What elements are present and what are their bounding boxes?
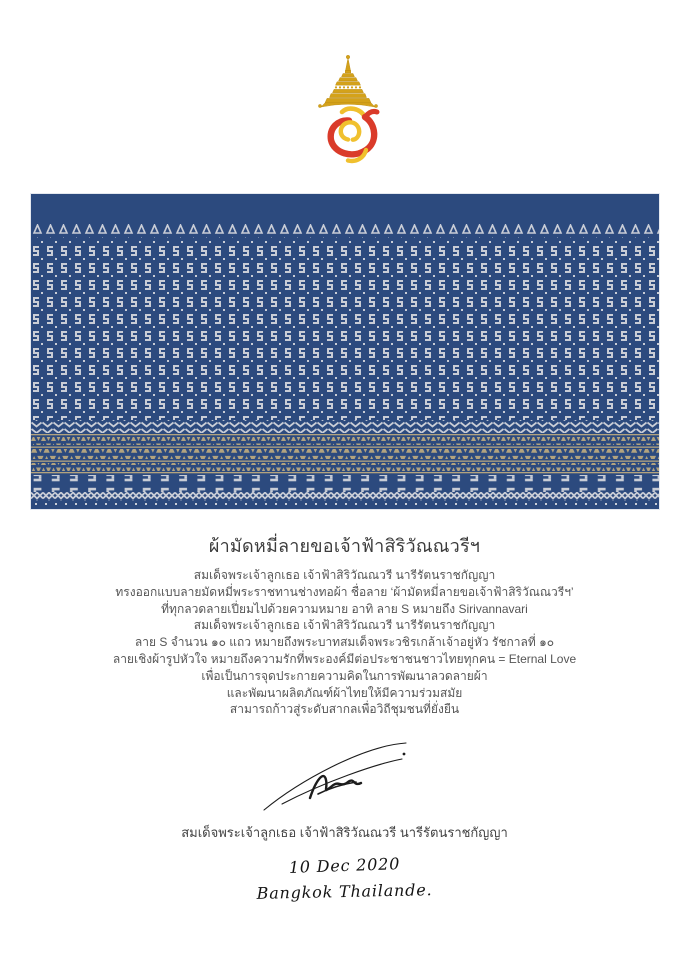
royal-cipher-icon [308,54,388,174]
handwritten-place: Bangkok Thailande. [256,880,433,903]
description-line: ลายเชิงผ้ารูปหัวใจ หมายถึงความรักที่พระองค์มีต่อประชาชนชาวไทยทุกคน = Eternal Love [112,651,577,666]
description-line: และพัฒนาผลิตภัณฑ์ผ้าไทยให้มีความร่วมสมัย [226,685,463,700]
royal-emblem [308,54,388,174]
crown-icon [318,55,377,107]
description-line: ลาย S จำนวน ๑๐ แถว หมายถึงพระบาทสมเด็จพระวชิรเกล้าเจ้าอยู่หัว รัชกาลที่ ๑๐ [134,635,555,650]
description-line: สมเด็จพระเจ้าลูกเธอ เจ้าฟ้าสิริวัณณวรี นารีรัตนราชกัญญา [193,618,496,633]
cipher-monogram [330,109,376,161]
page-title: ผ้ามัดหมี่ลายขอเจ้าฟ้าสิริวัณณวรีฯ [208,536,481,556]
royal-signature [258,736,414,816]
fabric-pattern-svg [31,194,659,509]
signature-icon [258,736,414,816]
description-line: ทรงออกแบบลายมัดหมี่พระราชทานช่างทอผ้า ชื่อลาย ‘ผ้ามัดหมี่ลายขอเจ้าฟ้าสิริวัณณวรีฯ’ [115,584,574,599]
signatory-name: สมเด็จพระเจ้าลูกเธอ เจ้าฟ้าสิริวัณณวรี นารีรัตนราชกัญญา [181,825,508,840]
description-line: สมเด็จพระเจ้าลูกเธอ เจ้าฟ้าสิริวัณณวรี นารีรัตนราชกัญญา [193,568,496,582]
handwritten-date: 10 Dec 2020 [288,854,401,877]
description-line: เพื่อเป็นการจุดประกายความคิดในการพัฒนาลวดลายผ้า [201,668,488,683]
description-line: ที่ทุกลวดลายเปี่ยมไปด้วยความหมาย อาทิ ลาย S หมายถึง Sirivannavari [161,601,528,616]
description-paragraph [0,567,689,718]
fabric-image [30,193,660,510]
description-line: สามารถก้าวสู่ระดับสากลเพื่อวิถีชุมชนที่ยั่งยืน [229,702,460,717]
